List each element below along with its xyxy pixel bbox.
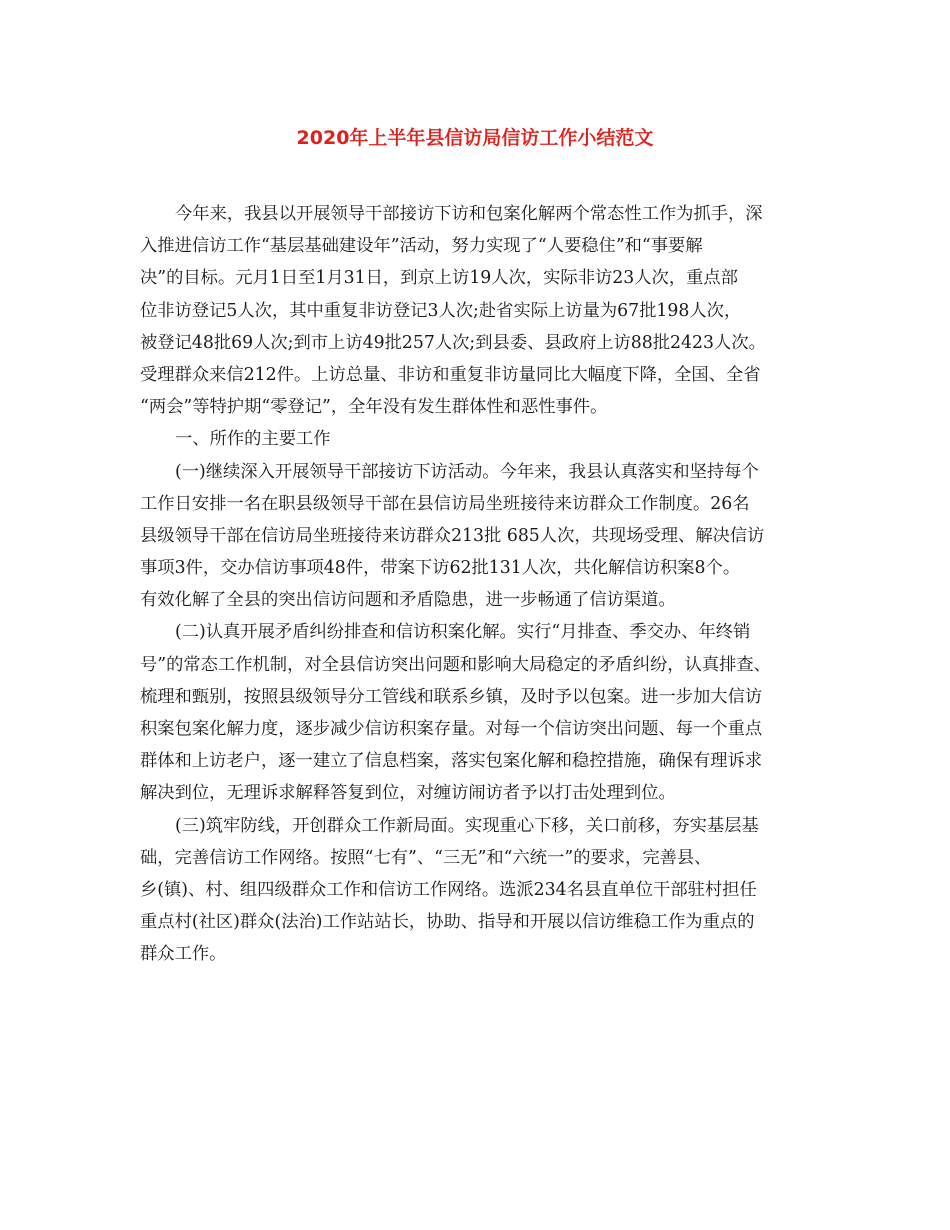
text-line: 受理群众来信212件。上访总量、非访和重复非访量同比大幅度下降，全国、全省 [140, 364, 761, 385]
text-line: 乡(镇)、村、组四级群众工作和信访工作网络。选派234名县直单位干部驻村担任 [140, 879, 757, 900]
text-line: 梳理和甄别，按照县级领导分工管线和联系乡镇，及时予以包案。进一步加大信访 [140, 686, 763, 707]
text-line: 决”的目标。元月1日至1月31日，到京上访19人次，实际非访23人次，重点部 [140, 268, 738, 289]
text-line: (一)继续深入开展领导干部接访下访活动。今年来，我县认真落实和坚持每个 [175, 461, 759, 482]
text-line: 积案包案化解力度，逐步减少信访积案存量。对每一个信访突出问题、每一个重点 [140, 719, 763, 739]
text-line: 事项3件，交办信访事项48件，带案下访62批131人次，共化解信访积案8个。 [140, 558, 741, 579]
text-line: (三)筑牢防线，开创群众工作新局面。实现重心下移，关口前移，夯实基层基 [175, 815, 759, 836]
text-line: 号”的常态工作机制，对全县信访突出问题和影响大局稳定的矛盾纠纷，认真排查、 [140, 654, 771, 675]
text-line: 重点村(社区)群众(法治)工作站站长，协助、指导和开展以信访维稳工作为重点的 [140, 912, 755, 933]
document-title: 2020年上半年县信访局信访工作小结范文 [296, 127, 654, 149]
text-line: 础，完善信访工作网络。按照“七有”、“三无”和“六统一”的要求，完善县、 [140, 847, 712, 868]
document-body [140, 198, 820, 971]
text-line: 群众工作。 [140, 944, 227, 965]
text-line: 入推进信访工作“基层基础建设年”活动，努力实现了“人要稳住”和“事要解 [140, 236, 703, 257]
text-line: 群体和上访老户，逐一建立了信息档案，落实包案化解和稳控措施，确保有理诉求 [140, 751, 763, 772]
text-line: 今年来，我县以开展领导干部接访下访和包案化解两个常态性工作为抓手，深 [175, 204, 763, 224]
text-line: 解决到位，无理诉求解释答复到位，对缠访闹访者予以打击处理到位。 [140, 783, 676, 804]
text-line: “两会”等特护期“零登记”，全年没有发生群体性和恶性事件。 [140, 397, 608, 418]
text-line: 被登记48批69人次;到市上访49批257人次;到县委、县政府上访88批2423人次。 [140, 332, 766, 353]
text-line: 位非访登记5人次，其中重复非访登记3人次;赴省实际上访量为67批198人次， [140, 300, 742, 321]
text-line: 工作日安排一名在职县级领导干部在县信访局坐班接待来访群众工作制度。26名 [140, 493, 750, 514]
text-line: 县级领导干部在信访局坐班接待来访群众213批 685人次，共现场受理、解决信访 [140, 525, 765, 546]
section-heading: 一、所作的主要工作 [175, 429, 331, 450]
text-line: 有效化解了全县的突出信访问题和矛盾隐患，进一步畅通了信访渠道。 [140, 590, 676, 611]
text-line: (二)认真开展矛盾纠纷排查和信访积案化解。实行“月排查、季交办、年终销 [175, 622, 751, 643]
